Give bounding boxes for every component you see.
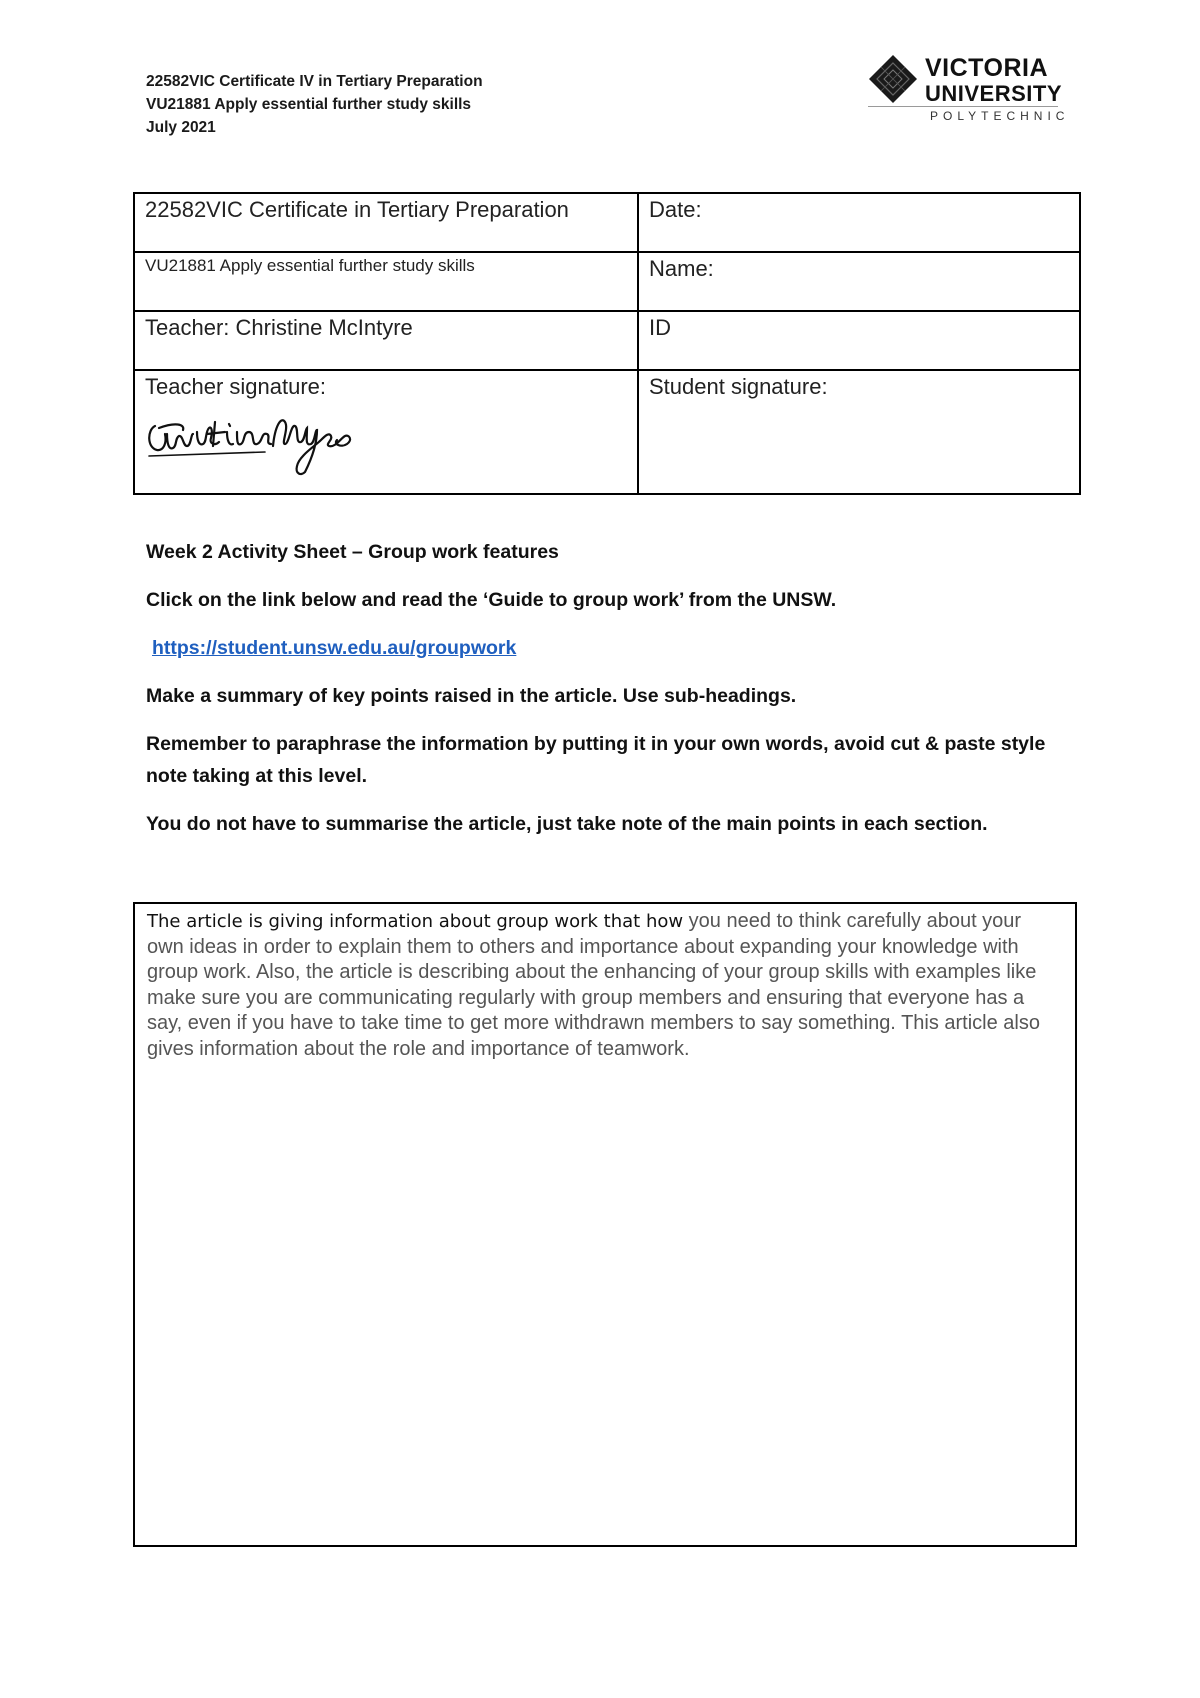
header-date-line: July 2021 bbox=[146, 119, 216, 136]
logo-word-victoria: VICTORIA bbox=[925, 54, 1048, 82]
instruction-summary: Make a summary of key points raised in the article. Use sub-headings. bbox=[146, 685, 797, 707]
instruction-main-points: You do not have to summarise the article, just take note of the main points in each section. bbox=[146, 813, 988, 835]
diamond-logo-icon bbox=[868, 54, 918, 104]
groupwork-link[interactable]: https://student.unsw.edu.au/groupwork bbox=[152, 637, 517, 659]
student-signature-cell[interactable]: Student signature: bbox=[638, 370, 1080, 494]
course-cell: 22582VIC Certificate in Tertiary Preparation bbox=[134, 193, 638, 252]
id-cell[interactable]: ID bbox=[638, 311, 1080, 370]
teacher-signature-label: Teacher signature: bbox=[145, 374, 326, 399]
teacher-signature-cell bbox=[134, 370, 638, 494]
header-unit-line: VU21881 Apply essential further study skills bbox=[146, 96, 472, 113]
header-course-line: 22582VIC Certificate IV in Tertiary Preparation bbox=[146, 73, 483, 90]
info-table bbox=[133, 192, 1081, 495]
answer-body: you need to think carefully about your own ideas in order to explain them to others and importance about expanding your knowledge with group work. Also, the article is describing about the enhancing of your group skills with examples like make sure you are communicating regularly with group members and ensuring that everyone has a say, even if you have to take time to get more withdrawn members to say something. This article also gives information about the role and importance of teamwork. bbox=[147, 910, 1040, 1060]
answer-lead: The article is giving information about group work that how bbox=[147, 911, 684, 932]
answer-box[interactable] bbox=[133, 902, 1077, 1547]
logo-word-polytechnic: POLYTECHNIC bbox=[930, 109, 1070, 123]
table-row bbox=[134, 193, 1080, 252]
instructions bbox=[146, 536, 1066, 856]
logo-divider bbox=[868, 106, 1058, 107]
instruction-paraphrase: Remember to paraphrase the information by putting it in your own words, avoid cut & paste style note taking at this level. bbox=[146, 733, 1046, 787]
handwritten-signature bbox=[145, 404, 360, 476]
date-cell[interactable]: Date: bbox=[638, 193, 1080, 252]
name-cell[interactable]: Name: bbox=[638, 252, 1080, 311]
link-paragraph bbox=[146, 632, 1066, 664]
instruction-read-guide: Click on the link below and read the ‘Guide to group work’ from the UNSW. bbox=[146, 589, 837, 611]
table-row bbox=[134, 252, 1080, 311]
teacher-cell: Teacher: Christine McIntyre bbox=[134, 311, 638, 370]
unit-cell: VU21881 Apply essential further study skills bbox=[134, 252, 638, 311]
logo-word-university: UNIVERSITY bbox=[925, 81, 1063, 106]
university-logo bbox=[868, 52, 1070, 126]
activity-title: Week 2 Activity Sheet – Group work features bbox=[146, 541, 559, 563]
page-header bbox=[146, 70, 483, 139]
table-row bbox=[134, 370, 1080, 494]
table-row bbox=[134, 311, 1080, 370]
answer-text bbox=[147, 909, 1063, 1062]
